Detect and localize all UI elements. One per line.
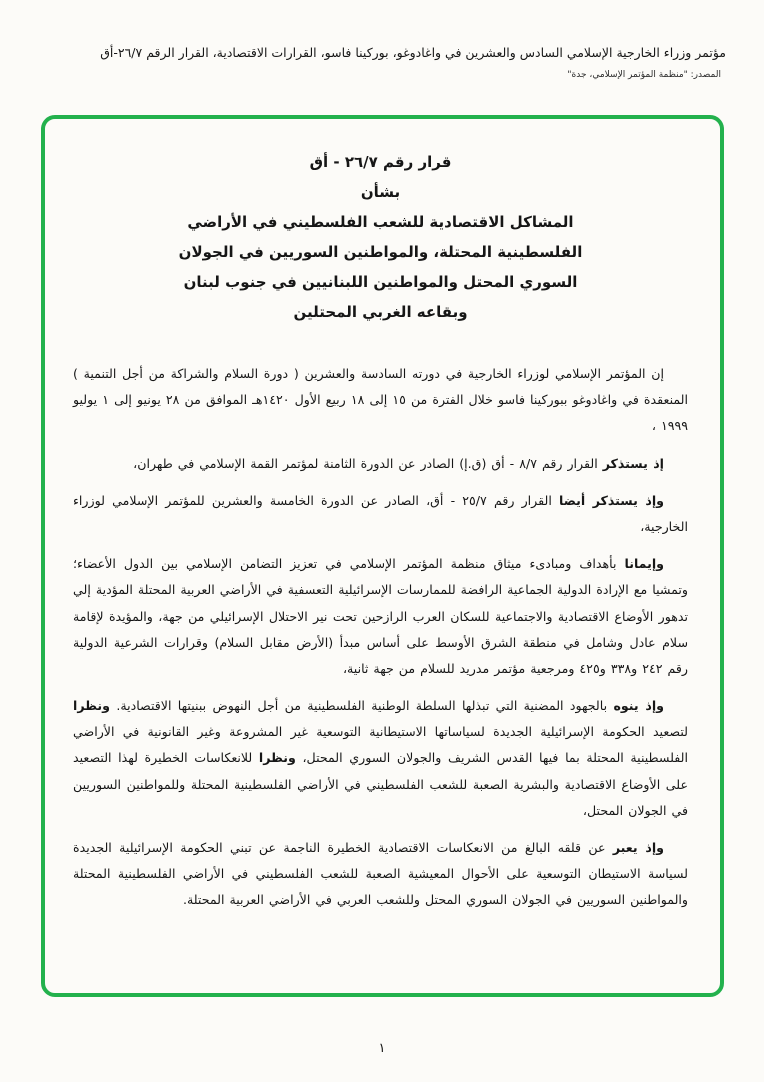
paragraph-lead-bold: وإذ ينوه <box>613 698 664 714</box>
paragraph-text: لتصعيد الحكومة الإسرائيلية الجديدة لسياساتها الاستيطانية التوسعية غير المشروعة وغير القانونية في الأراضي الفلسطينية المحتلة بما فيها القدس الشريف والجولان السوري المحتل، <box>73 724 689 766</box>
paragraphs <box>73 361 688 914</box>
paragraph <box>73 488 688 540</box>
paragraph-text: إن المؤتمر الإسلامي لوزراء الخارجية في دورته السادسة والعشرين ( دورة السلام والشراكة من أجل التنمية ) المنعقدة في واغادوغو ببوركينا فاسو خلال الفترة من ١٥ إلى ١٨ ربيع الأول ١٤٢٠هـ الموافق من ٢٨ يونيو إلى ١ يوليو ١٩٩٩ ، <box>73 366 688 434</box>
title-subject-line-2: الفلسطينية المحتلة، والمواطنين السوريين في الجولان <box>178 243 583 261</box>
paragraph <box>73 361 688 440</box>
paragraph <box>73 451 688 477</box>
paragraph <box>73 551 688 682</box>
paragraph-lead-bold: وإذ يستذكر أيضا <box>559 492 664 508</box>
paragraph-lead-bold: ونظرا <box>73 698 110 714</box>
paragraph-text: للانعكاسات الخطيرة لهذا التصعيد على الأوضاع الاقتصادية والبشرية الصعبة للشعب الفلسطيني في الأراضي الفلسطينية المحتلة وللمواطنين السوريين في الجولان المحتل، <box>73 750 688 818</box>
paragraph <box>73 693 688 824</box>
paragraph-text: عن قلقه البالغ من الانعكاسات الاقتصادية الخطيرة الناجمة عن تبني الحكومة الإسرائيلية الجديدة لسياسة الاستيطان التوسعية على الأحوال المعيشية الصعبة للشعب الفلسطيني في الأراضي الفلسطينية المحتلة والمواطنين السوريين في الجولان السوري المحتل وللشعب العربي في الأراضي العربية المحتلة. <box>73 840 688 908</box>
document-frame <box>41 115 724 997</box>
header-citation: مؤتمر وزراء الخارجية الإسلامي السادس والعشرين في واغادوغو، بوركينا فاسو، القرارات الاقتصادية، القرار الرقم ٢٦/٧-أق <box>100 45 726 60</box>
paragraph <box>73 835 688 914</box>
page-number: ١ <box>378 1041 386 1056</box>
title-resolution-number: قرار رقم ٢٦/٧ - أق <box>309 153 452 171</box>
paragraph-text: بأهداف ومبادىء ميثاق منظمة المؤتمر الإسلامي في تعزيز التضامن الإسلامي بين الدول الأعضاء؛ وتمشيا مع الإرادة الدولية الجماعية الرافضة للممارسات الإسرائيلية التعسفية في الأراضي العربية المحتلة المؤدية إلي تدهور الأوضاع الاقتصادية والاجتماعية للسكان العرب الرازحين تحت نير الاحتلال الإسرائيلي من جهة، والمؤيدة لإقامة سلام عادل وشامل في منطقة الشرق الأوسط على أساس مبدأ (الأرض مقابل السلام) وقرارات الشرعية الدولية رقم ٢٤٢ و٣٣٨ و٤٢٥ ومرجعية مؤتمر مدريد للسلام من جهة ثانية، <box>73 556 688 676</box>
header-source: المصدر: "منظمة المؤتمر الإسلامي، جدة" <box>567 69 721 80</box>
title-subject-line-1: المشاكل الاقتصادية للشعب الفلسطيني في الأراضي <box>187 213 574 231</box>
page-footer <box>0 1037 764 1056</box>
paragraph-lead-bold: وإيمانا <box>624 556 664 572</box>
title-regarding: بشأن <box>360 183 401 201</box>
paragraph-lead-bold: ونظرا <box>258 750 296 766</box>
paragraph-text: القرار رقم ٢٥/٧ - أق، الصادر عن الدورة الخامسة والعشرين للمؤتمر الإسلامي لوزراء الخارجية، <box>73 492 688 534</box>
document-title-block <box>73 147 688 327</box>
paragraph-text: بالجهود المضنية التي تبذلها السلطة الوطنية الفلسطينية من أجل النهوض ببنيتها الاقتصادية. <box>109 698 614 714</box>
title-subject-line-4: وبقاعه الغربي المحتلين <box>293 303 468 321</box>
paragraph-text: القرار رقم ٨/٧ - أق (ق.إ) الصادر عن الدورة الثامنة لمؤتمر القمة الإسلامي في طهران، <box>133 455 603 471</box>
title-subject-line-3: السوري المحتل والمواطنين اللبنانيين في جنوب لبنان <box>183 273 578 291</box>
paragraph-lead-bold: إذ يستذكر <box>602 455 664 471</box>
paragraph-lead-bold: وإذ يعبر <box>612 840 664 855</box>
header <box>0 0 764 80</box>
